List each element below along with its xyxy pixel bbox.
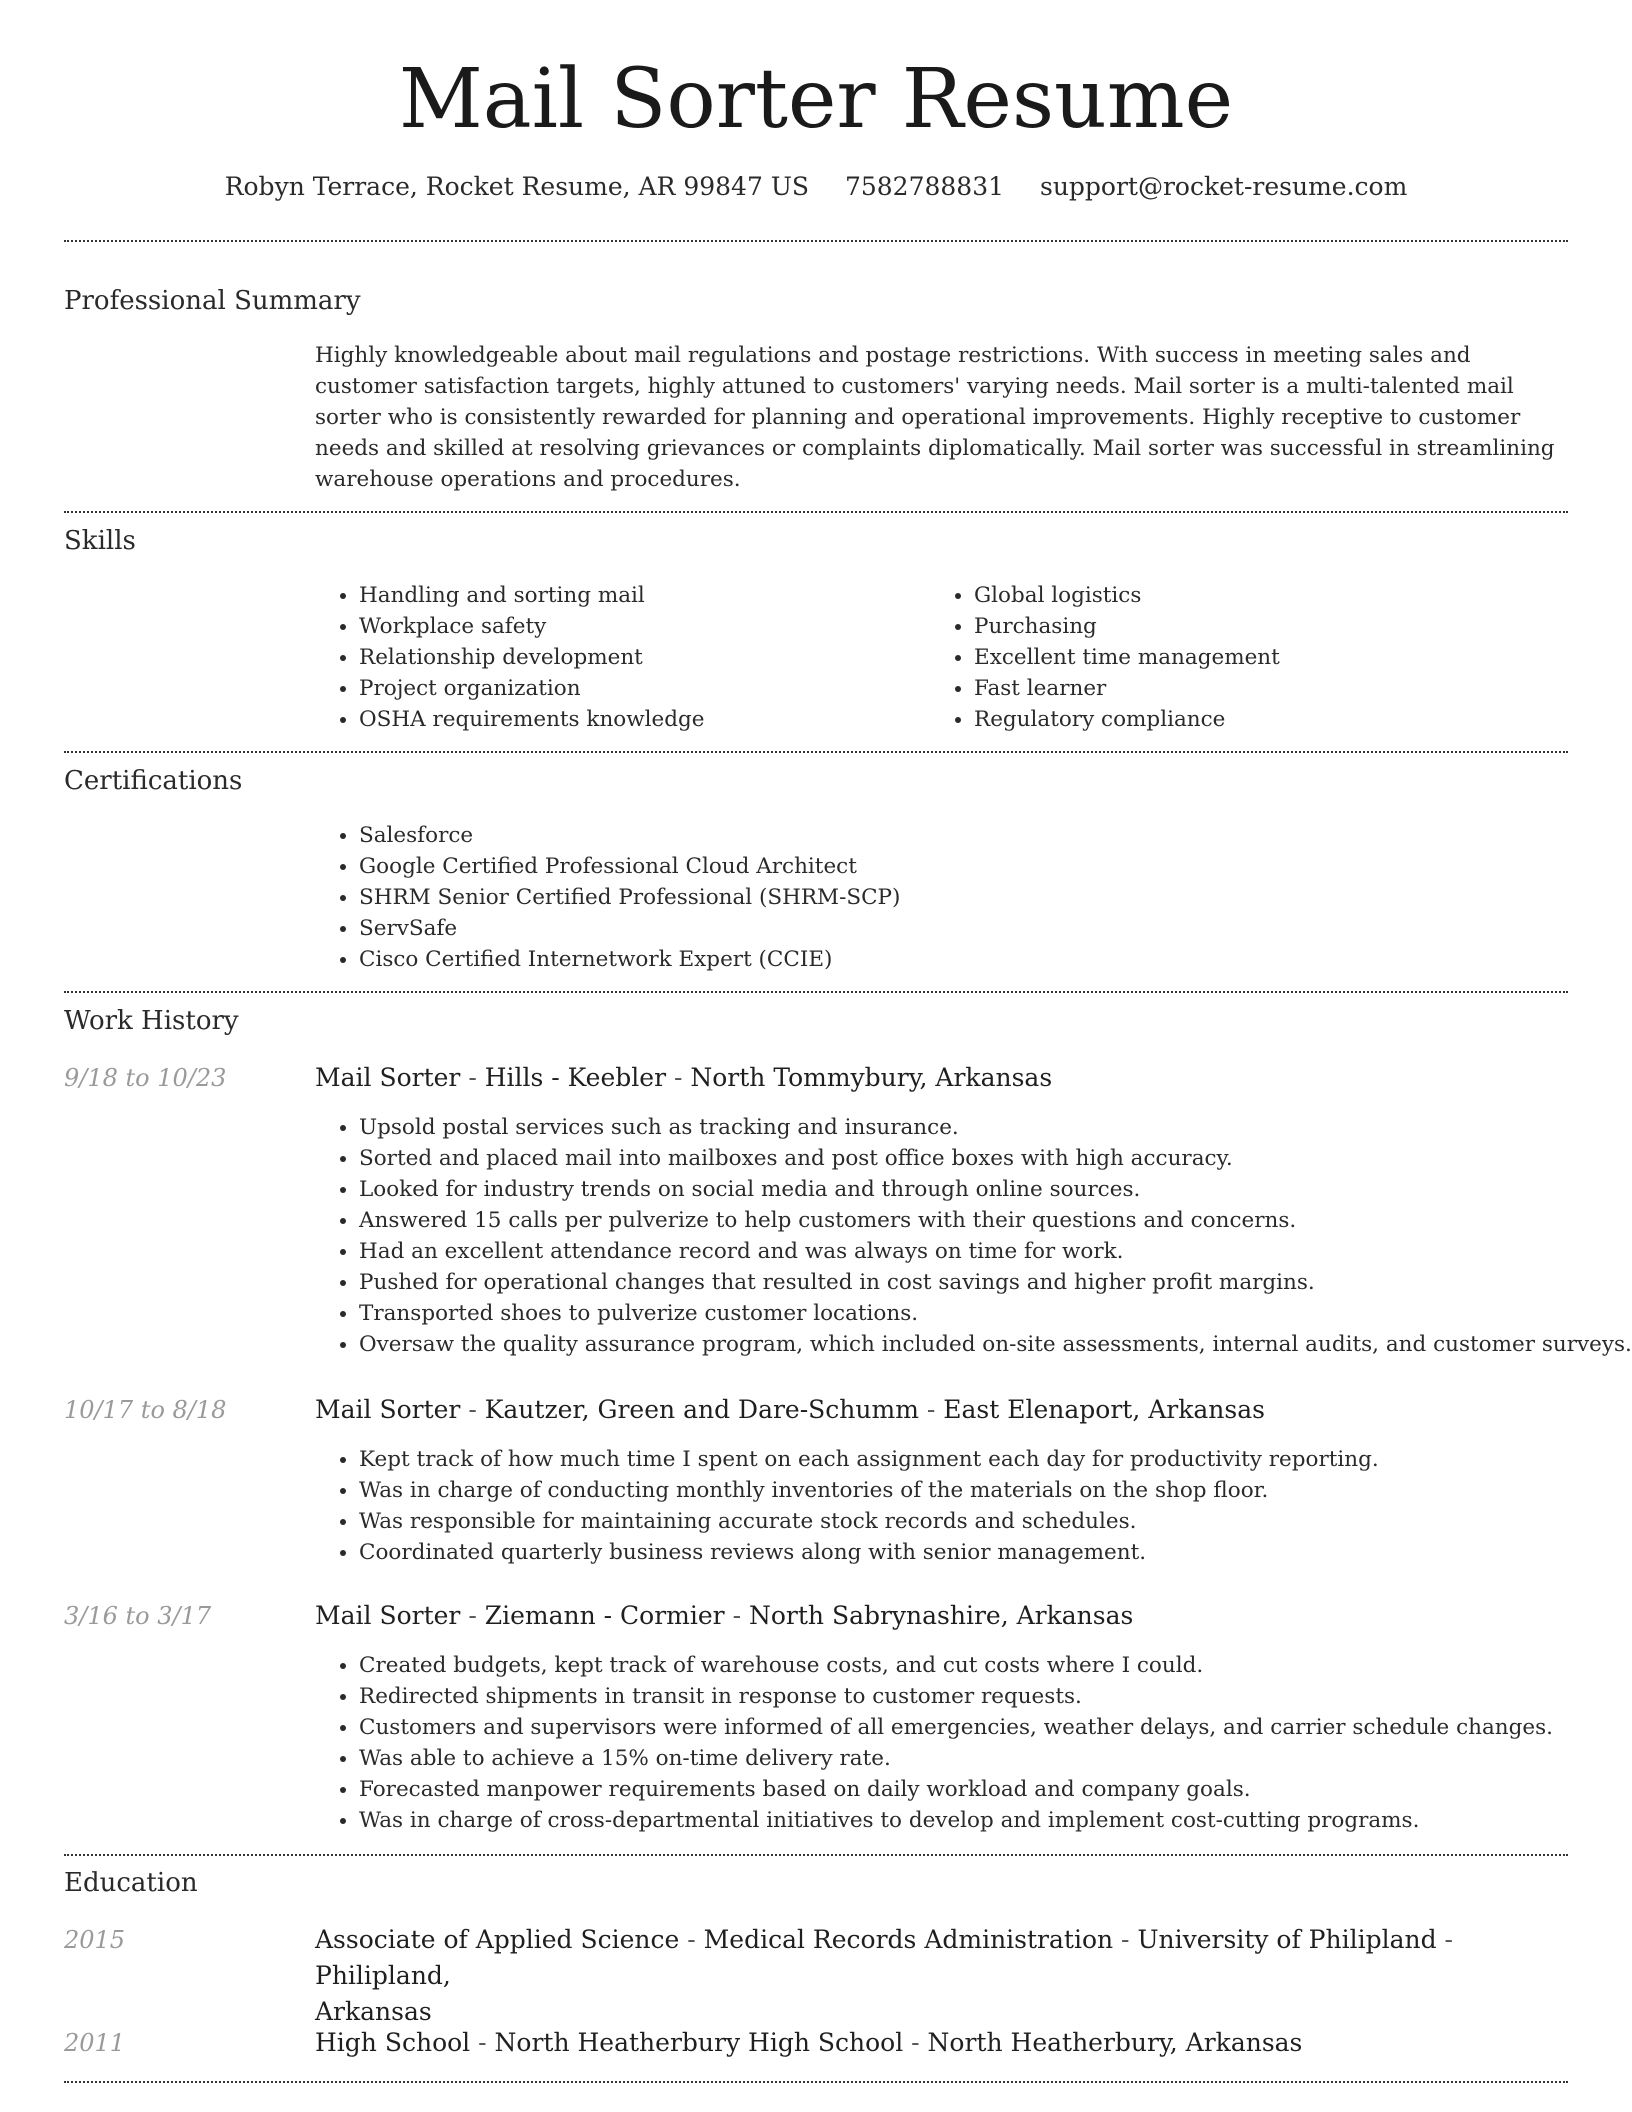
job-company: Ziemann - Cormier — [484, 1601, 725, 1630]
section-heading-work-history: Work History — [64, 1006, 239, 1036]
job-bullet: • Coordinated quarterly business reviews along with senior management. — [359, 1537, 1379, 1568]
separator: - — [460, 1601, 485, 1630]
job-bullets — [315, 1650, 1553, 1836]
education-location: Philipland, — [315, 1961, 451, 1990]
education-entry — [315, 1922, 1565, 2030]
separator: - — [666, 1063, 691, 1092]
skill-item: • Regulatory compliance — [974, 704, 1280, 735]
job-bullet: • Answered 15 calls per pulverize to help customers with their questions and concerns. — [359, 1205, 1632, 1236]
separator: - — [1436, 1925, 1454, 1954]
skill-item: • OSHA requirements knowledge — [359, 704, 705, 735]
job-bullet: • Was in charge of conducting monthly inventories of the materials on the shop floor. — [359, 1475, 1379, 1506]
job-title: Mail Sorter — [315, 1063, 461, 1092]
job-bullet: • Kept track of how much time I spent on each assignment each day for productivity reporting. — [359, 1444, 1379, 1475]
job-dates: 3/16 to 3/17 — [64, 1602, 212, 1630]
job-location: East Elenaport, Arkansas — [943, 1395, 1265, 1424]
divider — [64, 511, 1568, 513]
education-location: North Heatherbury, Arkansas — [927, 2028, 1303, 2057]
contact-phone: 7582788831 — [844, 172, 1005, 201]
separator: - — [918, 1395, 944, 1424]
education-entry — [315, 2025, 1565, 2061]
skills-list-left — [315, 580, 705, 735]
skill-item: • Relationship development — [359, 642, 705, 673]
skill-item: • Handling and sorting mail — [359, 580, 705, 611]
section-heading-summary: Professional Summary — [64, 286, 361, 316]
separator: - — [460, 1063, 485, 1092]
section-heading-certifications: Certifications — [64, 766, 243, 796]
job-location: North Tommybury, Arkansas — [690, 1063, 1053, 1092]
job-bullet: • Had an excellent attendance record and was always on time for work. — [359, 1236, 1632, 1267]
job-bullet: • Transported shoes to pulverize customer locations. — [359, 1298, 1632, 1329]
separator: - — [679, 1925, 704, 1954]
job-title: Mail Sorter — [315, 1601, 461, 1630]
job-company: Hills - Keebler — [484, 1063, 667, 1092]
job-bullet: • Sorted and placed mail into mailboxes and post office boxes with high accuracy. — [359, 1143, 1632, 1174]
job-bullet: • Oversaw the quality assurance program, which included on-site assessments, internal audits, and customer surveys. — [359, 1329, 1632, 1360]
education-year: 2011 — [64, 2029, 126, 2057]
contact-line — [0, 170, 1632, 204]
job-bullet: • Created budgets, kept track of warehouse costs, and cut costs where I could. — [359, 1650, 1553, 1681]
skill-item: • Global logistics — [974, 580, 1280, 611]
job-bullet: • Upsold postal services such as tracking and insurance. — [359, 1112, 1632, 1143]
education-field: Medical Records Administration — [703, 1925, 1114, 1954]
job-bullets — [315, 1444, 1379, 1568]
skill-item: • Purchasing — [974, 611, 1280, 642]
separator: - — [460, 1395, 485, 1424]
job-heading — [315, 1060, 1565, 1096]
job-title: Mail Sorter — [315, 1395, 461, 1424]
skill-item: • Project organization — [359, 673, 705, 704]
certification-item: • Salesforce — [359, 820, 900, 851]
job-dates: 9/18 to 10/23 — [64, 1064, 227, 1092]
contact-email: support@rocket-resume.com — [1039, 172, 1408, 201]
education-school: University of Philipland — [1137, 1925, 1437, 1954]
job-bullet: • Pushed for operational changes that resulted in cost savings and higher profit margins. — [359, 1267, 1632, 1298]
job-dates: 10/17 to 8/18 — [64, 1396, 227, 1424]
resume-title: Mail Sorter Resume — [398, 52, 1234, 147]
job-heading — [315, 1392, 1565, 1428]
job-heading — [315, 1598, 1565, 1634]
education-degree: High School — [315, 2028, 471, 2057]
certifications-list — [315, 820, 900, 975]
skill-item: • Excellent time management — [974, 642, 1280, 673]
job-bullet: • Was able to achieve a 15% on-time delivery rate. — [359, 1743, 1553, 1774]
education-year: 2015 — [64, 1926, 126, 1954]
divider — [64, 240, 1568, 242]
job-bullet: • Looked for industry trends on social media and through online sources. — [359, 1174, 1632, 1205]
education-degree: Associate of Applied Science — [315, 1925, 680, 1954]
skills-list-right — [930, 580, 1280, 735]
separator: - — [1113, 1925, 1138, 1954]
education-location: Arkansas — [315, 1997, 432, 2026]
certification-item: • SHRM Senior Certified Professional (SHRM-SCP) — [359, 882, 900, 913]
section-heading-skills: Skills — [64, 526, 136, 556]
certification-item: • ServSafe — [359, 913, 900, 944]
separator: - — [470, 2028, 495, 2057]
job-bullet: • Was responsible for maintaining accurate stock records and schedules. — [359, 1506, 1379, 1537]
job-bullet: • Customers and supervisors were informed of all emergencies, weather delays, and carrier schedule changes. — [359, 1712, 1553, 1743]
divider — [64, 991, 1568, 993]
job-bullet: • Redirected shipments in transit in response to customer requests. — [359, 1681, 1553, 1712]
skill-item: • Workplace safety — [359, 611, 705, 642]
divider — [64, 751, 1568, 753]
job-bullet: • Forecasted manpower requirements based on daily workload and company goals. — [359, 1774, 1553, 1805]
job-bullet: • Was in charge of cross-departmental initiatives to develop and implement cost-cutting programs. — [359, 1805, 1553, 1836]
education-school: North Heatherbury High School — [494, 2028, 904, 2057]
separator: - — [903, 2028, 928, 2057]
job-location: North Sabrynashire, Arkansas — [748, 1601, 1134, 1630]
divider — [64, 2081, 1568, 2083]
contact-address: Robyn Terrace, Rocket Resume, AR 99847 US — [224, 172, 810, 201]
job-bullets — [315, 1112, 1632, 1360]
job-company: Kautzer, Green and Dare-Schumm — [484, 1395, 919, 1424]
section-heading-education: Education — [64, 1868, 198, 1898]
summary-text: Highly knowledgeable about mail regulations and postage restrictions. With success in meeting sales and customer satisfaction targets, highly attuned to customers' varying needs. Mail sorter is a multi-talented mail sorter who is consistently rewarded for planning and operational improvements. Highly receptive to customer needs and skilled at resolving grievances or complaints diplomatically. Mail sorter was successful in streamlining warehouse operations and procedures. — [315, 343, 1555, 492]
certification-item: • Google Certified Professional Cloud Architect — [359, 851, 900, 882]
skill-item: • Fast learner — [974, 673, 1280, 704]
divider — [64, 1854, 1568, 1856]
certification-item: • Cisco Certified Internetwork Expert (CCIE) — [359, 944, 900, 975]
separator: - — [724, 1601, 749, 1630]
